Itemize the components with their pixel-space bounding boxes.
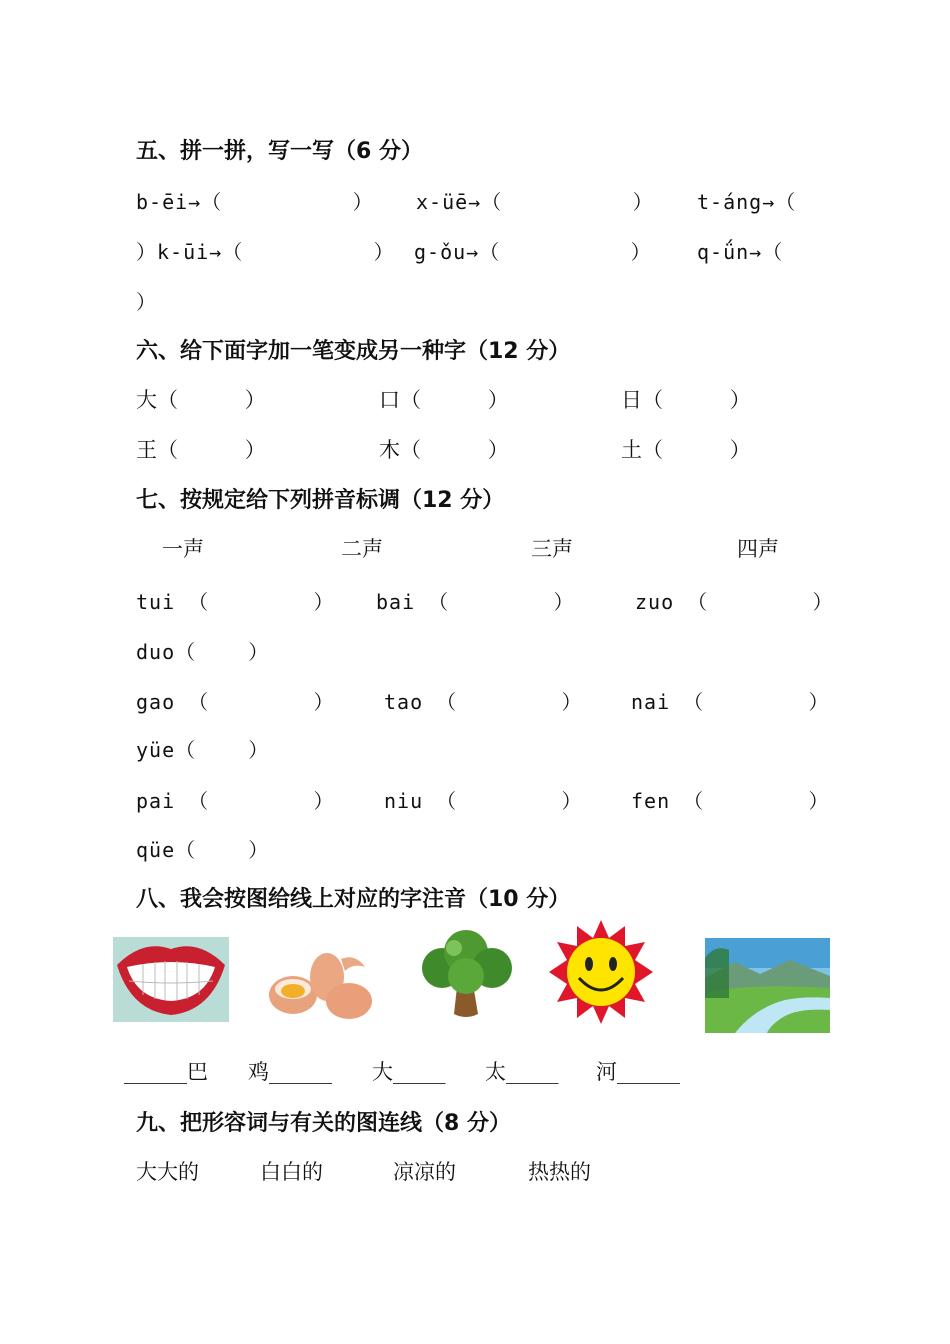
- eggs-picture: [263, 937, 375, 1022]
- adjective-word: 白白的: [260, 1160, 323, 1184]
- char-item: 日（ ）: [621, 388, 751, 412]
- adjective-word: 热热的: [528, 1160, 591, 1184]
- blank-sun: 太_____: [485, 1060, 559, 1084]
- char-item: 土（ ）: [621, 438, 751, 462]
- pinyin-item: ）k-ūi→（ ）: [136, 240, 395, 264]
- section-7-title: 七、按规定给下列拼音标调（12 分）: [136, 488, 505, 513]
- pinyin-item: ）: [136, 290, 157, 314]
- tone-item: niu （ ）: [384, 789, 583, 813]
- tone-item: pai （ ）: [136, 789, 335, 813]
- blank-mouth: ______巴: [124, 1060, 208, 1084]
- section-9-title: 九、把形容词与有关的图连线（8 分）: [136, 1111, 511, 1136]
- section-6-title: 六、给下面字加一笔变成另一种字（12 分）: [136, 339, 571, 364]
- pinyin-item: b-ēi→（ ）: [136, 190, 374, 214]
- pinyin-item: t-áng→（: [697, 190, 797, 214]
- tone-label: 一声: [162, 537, 204, 561]
- tone-item: qüe（ ）: [136, 838, 270, 862]
- section-5-title: 五、拼一拼，写一写（6 分）: [136, 139, 423, 164]
- blank-egg: 鸡______: [248, 1060, 332, 1084]
- tone-item: bai （ ）: [376, 590, 575, 614]
- mouth-picture: [113, 937, 229, 1022]
- tone-label: 四声: [737, 537, 779, 561]
- pinyin-item: q-ǘn→（: [697, 240, 784, 264]
- char-item: 木（ ）: [379, 438, 509, 462]
- river-picture: [705, 938, 830, 1033]
- tone-item: yüe（ ）: [136, 738, 270, 762]
- blank-river: 河______: [596, 1060, 680, 1084]
- tone-item: gao （ ）: [136, 690, 335, 714]
- sun-picture: [549, 920, 653, 1024]
- pinyin-item: g-ǒu→（ ）: [414, 240, 652, 264]
- pinyin-item: x-üē→（ ）: [416, 190, 654, 214]
- tone-item: tui （ ）: [136, 590, 335, 614]
- tone-item: zuo （ ）: [635, 590, 834, 614]
- char-item: 口（ ）: [379, 388, 509, 412]
- tone-item: duo（ ）: [136, 640, 270, 664]
- char-item: 王（ ）: [136, 438, 266, 462]
- section-8-title: 八、我会按图给线上对应的字注音（10 分）: [136, 887, 571, 912]
- blank-tree: 大_____: [372, 1060, 446, 1084]
- adjective-word: 大大的: [136, 1160, 199, 1184]
- tone-label: 二声: [341, 537, 383, 561]
- tone-item: tao （ ）: [384, 690, 583, 714]
- tree-picture: [412, 928, 520, 1022]
- char-item: 大（ ）: [136, 388, 266, 412]
- tone-item: nai （ ）: [631, 690, 830, 714]
- adjective-word: 凉凉的: [393, 1160, 456, 1184]
- tone-item: fen （ ）: [631, 789, 830, 813]
- tone-label: 三声: [531, 537, 573, 561]
